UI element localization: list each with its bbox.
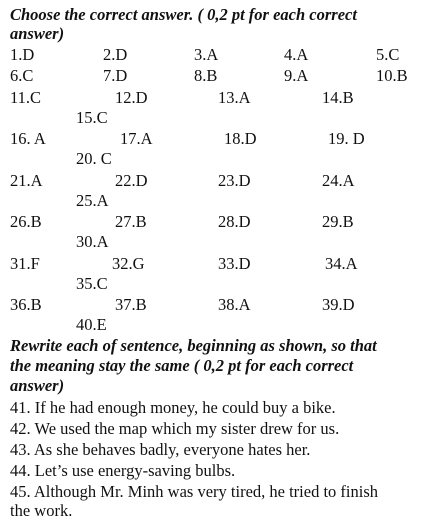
answer-item: 23.D bbox=[218, 171, 251, 190]
answer-item: 1.D bbox=[10, 45, 35, 64]
answer-item: 14.B bbox=[322, 88, 354, 107]
answer-item: 31.F bbox=[10, 254, 40, 273]
rewrite-answer: 42. We used the map which my sister drew for us. bbox=[10, 419, 340, 438]
answer-item: 27.B bbox=[115, 212, 147, 231]
answer-item: 10.B bbox=[376, 66, 408, 85]
answer-item: 36.B bbox=[10, 295, 42, 314]
answer-item: 2.D bbox=[103, 45, 128, 64]
answer-item: 40.E bbox=[76, 315, 107, 334]
answer-item: 29.B bbox=[322, 212, 354, 231]
answer-item: 32.G bbox=[112, 254, 145, 273]
answer-item: 28.D bbox=[218, 212, 251, 231]
answer-item: 24.A bbox=[322, 171, 355, 190]
section1-heading: Choose the correct answer. ( 0,2 pt for each correct bbox=[10, 5, 357, 24]
answer-item: 9.A bbox=[284, 66, 309, 85]
answer-item: 33.D bbox=[218, 254, 251, 273]
answer-item: 38.A bbox=[218, 295, 251, 314]
answer-item: 20. C bbox=[76, 149, 112, 168]
section2-heading-cont: the meaning stay the same ( 0,2 pt for each correct bbox=[10, 356, 354, 375]
answer-item: 17.A bbox=[120, 129, 153, 148]
answer-item: 34.A bbox=[325, 254, 358, 273]
section1-heading-cont: answer) bbox=[10, 24, 65, 43]
answer-item: 39.D bbox=[322, 295, 355, 314]
answer-item: 18.D bbox=[224, 129, 257, 148]
answer-item: 7.D bbox=[103, 66, 128, 85]
answer-item: 5.C bbox=[376, 45, 400, 64]
answer-item: 35.C bbox=[76, 274, 108, 293]
answer-item: 13.A bbox=[218, 88, 251, 107]
answer-item: 25.A bbox=[76, 191, 109, 210]
answer-item: 21.A bbox=[10, 171, 43, 190]
rewrite-answer-cont: the work. bbox=[10, 501, 73, 520]
rewrite-answer: 44. Let’s use energy-saving bulbs. bbox=[10, 461, 236, 480]
answer-item: 37.B bbox=[115, 295, 147, 314]
answer-item: 16. A bbox=[10, 129, 46, 148]
answer-item: 22.D bbox=[115, 171, 148, 190]
answer-item: 19. D bbox=[328, 129, 365, 148]
answer-item: 4.A bbox=[284, 45, 309, 64]
answer-item: 26.B bbox=[10, 212, 42, 231]
section2-heading-cont2: answer) bbox=[10, 376, 65, 395]
rewrite-answer: 45. Although Mr. Minh was very tired, he tried to finish bbox=[10, 482, 379, 501]
answer-item: 3.A bbox=[194, 45, 219, 64]
answer-item: 6.C bbox=[10, 66, 34, 85]
answer-item: 8.B bbox=[194, 66, 218, 85]
answer-item: 30.A bbox=[76, 232, 109, 251]
rewrite-answer: 43. As she behaves badly, everyone hates her. bbox=[10, 440, 311, 459]
answer-item: 11.C bbox=[10, 88, 42, 107]
answer-item: 12.D bbox=[115, 88, 148, 107]
section2-heading: Rewrite each of sentence, beginning as shown, so that bbox=[10, 336, 377, 355]
answer-item: 15.C bbox=[76, 108, 108, 127]
rewrite-answer: 41. If he had enough money, he could buy a bike. bbox=[10, 398, 336, 417]
